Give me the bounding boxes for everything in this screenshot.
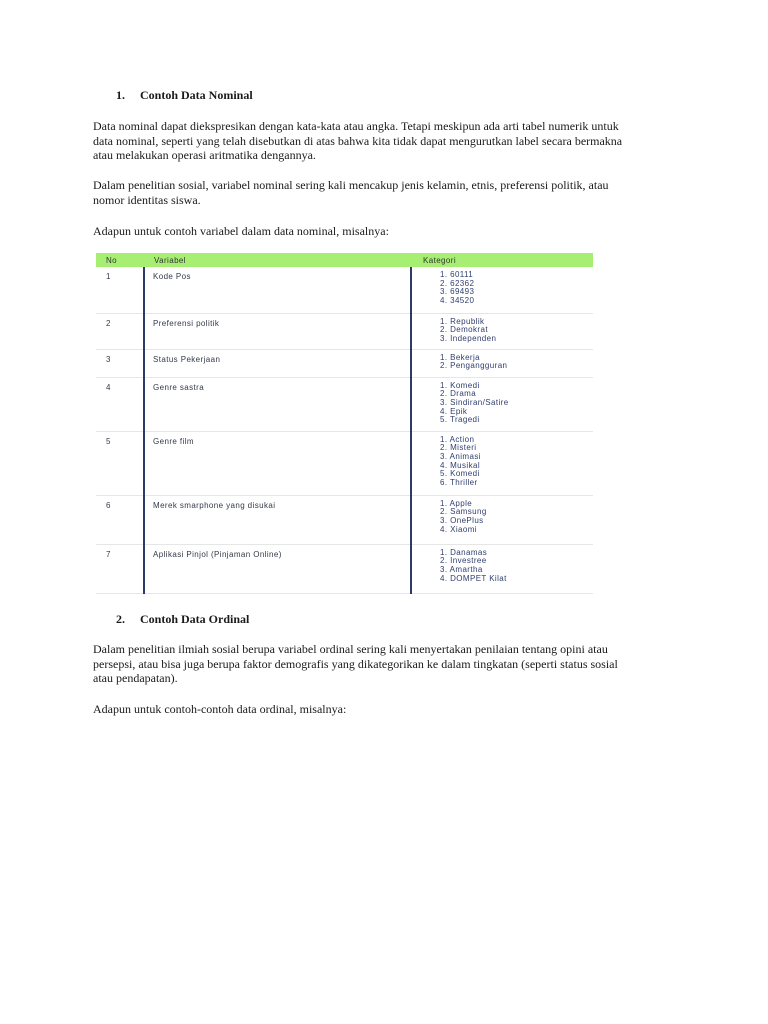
variable-name: Aplikasi Pinjol (Pinjaman Online) [153,549,282,559]
category-item: 2. Misteri [440,443,477,453]
nominal-variables-table [96,253,593,594]
category-item: 1. Republik [440,316,485,326]
category-list [440,545,593,584]
category-item: 1. Apple [440,498,473,508]
category-item: 3. Independen [440,333,497,343]
category-item: 3. Animasi [440,451,481,461]
section-number: 2. [116,612,125,626]
row-number: 2 [106,318,111,328]
paragraph-ordinal-definition [93,642,673,686]
category-item: 4. Musikal [440,460,481,470]
column-header-no: No [96,253,144,267]
category-item: 4. Epik [440,406,468,416]
row-number: 3 [106,354,111,364]
category-item: 4. Xiaomi [440,524,477,534]
category-item: 3. 69493 [440,287,475,297]
paragraph-nominal-definition [93,119,673,163]
row-number: 7 [106,549,111,559]
variable-name: Genre sastra [153,382,205,392]
variable-name: Preferensi politik [153,318,220,328]
category-item: 6. Thriller [440,478,478,488]
category-item: 2. Demokrat [440,325,488,335]
category-item: 3. Amartha [440,564,483,574]
section-title: Contoh Data Ordinal [140,612,250,626]
category-item: 2. 62362 [440,278,475,288]
section-title: Contoh Data Nominal [140,88,253,102]
text-line: nomor identitas siswa. [93,192,201,207]
category-list [440,432,593,488]
text-line: Adapun untuk contoh-contoh data ordinal, misalnya: [93,702,347,716]
table-row [96,313,593,349]
category-item: 4. 34520 [440,296,475,306]
text-line: atau pendapatan). [93,671,178,685]
category-list [440,314,593,344]
category-list [440,267,593,306]
category-item: 5. Tragedi [440,415,480,425]
category-item: 2. Samsung [440,507,487,517]
category-list [440,378,593,426]
category-item: 3. Sindiran/Satire [440,397,509,407]
category-item: 3. OnePlus [440,515,484,525]
variable-name: Kode Pos [153,272,191,281]
text-line: data nominal, seperti yang telah disebutkan di atas bahwa kita tidak dapat mengurutkan label secara bermakna [93,133,623,148]
table-row [96,495,593,544]
section-number: 1. [116,88,125,102]
section-heading-nominal [116,88,253,102]
text-line: persepsi, atau bisa juga berupa faktor demografis yang dikategorikan ke dalam tingkatan (seperti status sosial [93,656,618,671]
row-number: 5 [106,436,111,446]
table-row [96,377,593,431]
category-list [440,350,593,371]
table-row [96,544,593,593]
column-header-kategori: Kategori [411,253,593,267]
column-header-variabel: Variabel [144,253,411,267]
category-item: 5. Komedi [440,469,480,479]
variable-name: Genre film [153,436,194,446]
paragraph-ordinal-examples-intro [93,702,673,717]
table-row [96,431,593,495]
paragraph-nominal-social [93,178,673,207]
category-item: 1. Bekerja [440,352,481,362]
table-header-row [96,253,593,267]
category-item: 1. 60111 [440,270,474,279]
category-item: 1. Komedi [440,380,480,390]
text-line: Dalam penelitian ilmiah sosial berupa variabel ordinal sering kali menyertakan penilaian tentang opini atau [93,642,608,656]
row-number: 6 [106,500,111,510]
row-number: 1 [106,272,111,281]
variable-name: Status Pekerjaan [153,354,221,364]
row-number: 4 [106,382,111,392]
text-line: Data nominal dapat diekspresikan dengan kata-kata atau angka. Tetapi meskipun ada arti tabel numerik untuk [93,119,619,133]
section-heading-ordinal [116,612,249,626]
category-item: 1. Danamas [440,547,488,557]
table-row [96,349,593,377]
variable-name: Merek smarphone yang disukai [153,500,276,510]
category-item: 2. Investree [440,556,487,566]
category-item: 2. Drama [440,389,477,399]
category-item: 1. Action [440,434,475,444]
text-line: Dalam penelitian sosial, variabel nominal sering kali mencakup jenis kelamin, etnis, preferensi politik, atau [93,178,609,192]
text-line: atau melakukan operasi aritmatika dengannya. [93,148,316,162]
text-line: Adapun untuk contoh variabel dalam data nominal, misalnya: [93,224,389,238]
paragraph-nominal-examples-intro [93,224,673,239]
category-item: 2. Pengangguran [440,361,508,371]
table-row [96,267,593,313]
category-list [440,496,593,535]
category-item: 4. DOMPET Kilat [440,573,507,583]
